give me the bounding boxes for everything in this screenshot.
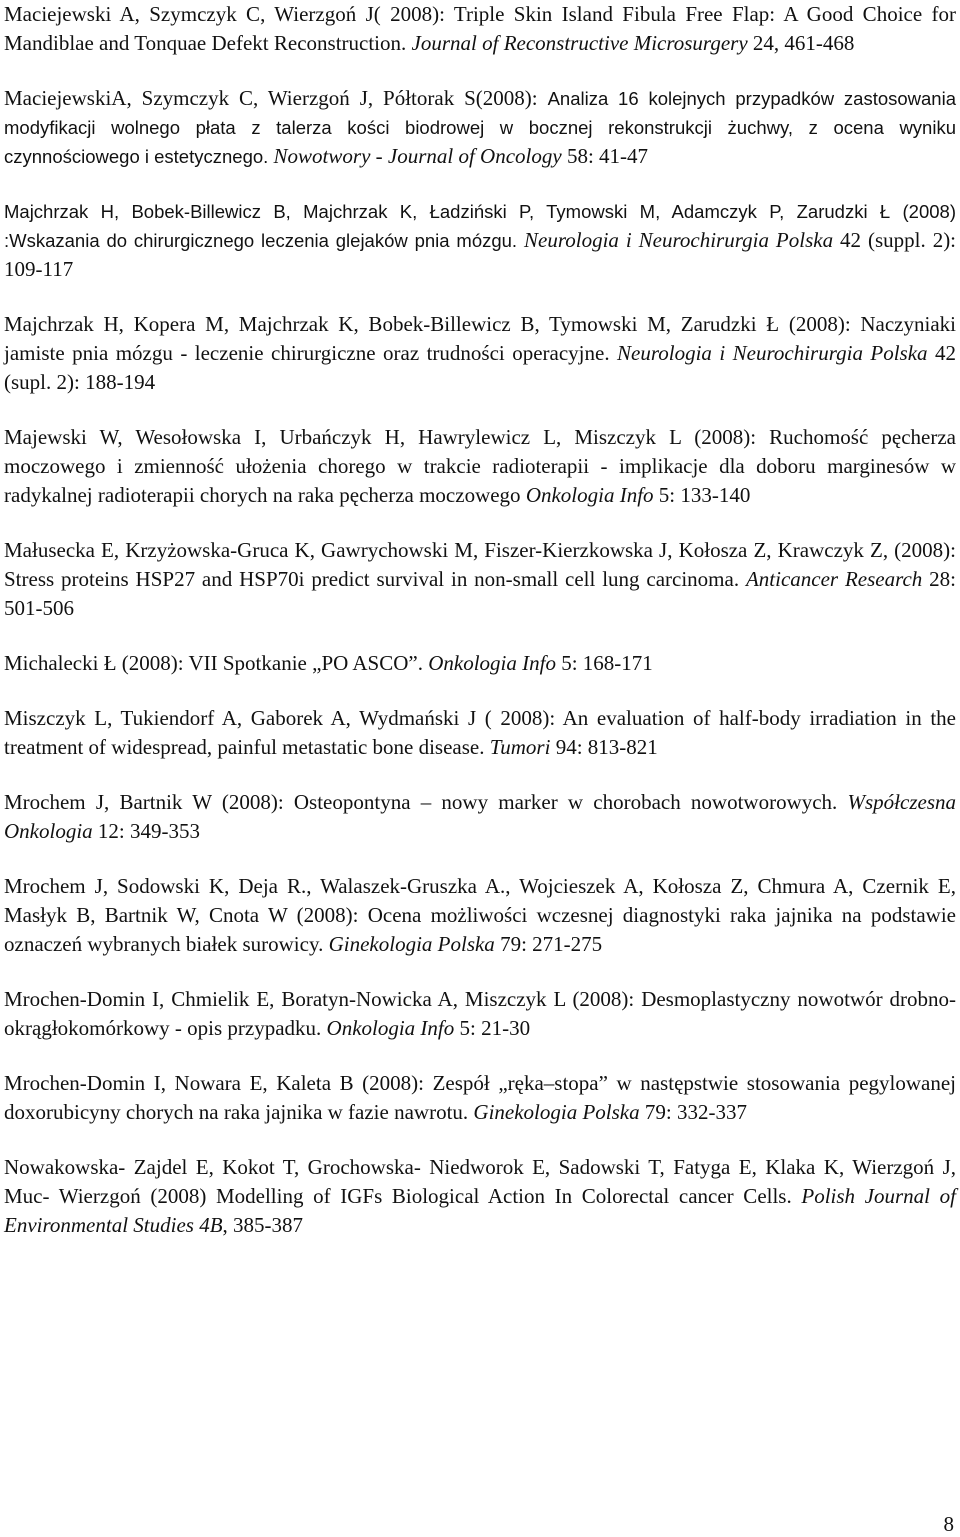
journal-title: Ginekologia Polska <box>328 932 495 956</box>
journal-title: Współczesna Onkologia <box>4 790 956 843</box>
journal-title: Polish Journal of Environmental Studies 4B <box>4 1184 956 1237</box>
reference-text: Majchrzak H, Kopera M, Majchrzak K, Bobek-Billewicz B, Tymowski M, Zarudzki Ł (2008): Naczyniaki jamiste pnia mózgu - leczenie chirurgiczne oraz trudności operacyjne. <box>4 312 956 365</box>
reference-text: Mrochem J, Sodowski K, Deja R., Walaszek-Gruszka A., Wojcieszek A, Kołosza Z, Chmura A, Czernik E, Masłyk B, Bartnik W, Cnota W (2008): Ocena możliwości wczesnej diagnostyki raka jajnika na podstawie oznaczeń wybranych białek surowicy. <box>4 874 956 956</box>
reference-text: Miszczyk L, Tukiendorf A, Gaborek A, Wydmański J ( 2008): An evaluation of half-body irradiation in the treatment of widespread, painful metastatic bone disease. <box>4 706 956 759</box>
reference-text: 5: 21-30 <box>454 1016 531 1040</box>
reference-gap <box>4 762 956 788</box>
reference-text: Nowakowska- Zajdel E, Kokot T, Grochowska- Niedworok E, Sadowski T, Fatyga E, Klaka K, Wierzgoń J, Muc- Wierzgoń (2008) Modelling of IGFs Biological Action In Colorectal cancer Cells. <box>4 1155 956 1208</box>
reference-entry <box>4 310 956 397</box>
reference-gap <box>4 1043 956 1069</box>
reference-text: 28: 501-506 <box>4 567 957 620</box>
reference-text: Majchrzak H, Bobek-Billewicz B, Majchrzak K, Ładziński P, Tymowski M, Adamczyk P, Zarudzki Ł (2008) :Wskazania do chirurgicznego leczenia glejaków pnia mózgu. <box>4 201 956 251</box>
reference-entry <box>4 649 956 678</box>
reference-gap <box>4 623 956 649</box>
journal-title: Journal of Reconstructive Microsurgery <box>411 31 748 55</box>
reference-text: Michalecki Ł (2008): VII Spotkanie „PO ASCO”. <box>4 651 429 675</box>
page-number: 8 <box>943 1512 954 1536</box>
reference-text: Mrochen-Domin I, Nowara E, Kaleta B (2008): Zespół „ręka–stopa” w następstwie stosowania pegylowanej doxorubicyny chorych na raka jajnika w fazie nawrotu. <box>4 1071 956 1124</box>
reference-entry <box>4 84 956 171</box>
reference-entry <box>4 1153 956 1240</box>
reference-text: Maciejewski A, Szymczyk C, Wierzgoń J( 2008): Triple Skin Island Fibula Free Flap: A Good Choice for Mandiblae and Tonquae Defekt Reconstruction. <box>4 2 956 55</box>
reference-gap <box>4 58 956 84</box>
reference-entry <box>4 1069 956 1127</box>
reference-text: 12: 349-353 <box>92 819 200 843</box>
reference-gap <box>4 284 956 310</box>
journal-title: Onkologia Info <box>326 1016 455 1040</box>
journal-title: Nowotwory - Journal of Oncology <box>273 144 562 168</box>
reference-entry <box>4 985 956 1043</box>
reference-text: 42 (supl. 2): 188-194 <box>4 341 956 394</box>
journal-title: Onkologia Info <box>428 651 556 675</box>
journal-title: Neurologia i Neurochirurgia Polska <box>524 228 834 252</box>
reference-text: 5: 168-171 <box>555 651 653 675</box>
reference-list <box>4 0 956 1240</box>
journal-title: Onkologia Info <box>525 483 654 507</box>
journal-title: Neurologia i Neurochirurgia Polska <box>617 341 928 365</box>
reference-gap <box>4 1127 956 1153</box>
reference-entry <box>4 872 956 959</box>
reference-gap <box>4 397 956 423</box>
reference-text: 79: 332-337 <box>639 1100 747 1124</box>
reference-entry <box>4 423 956 510</box>
reference-text: 58: 41-47 <box>561 144 649 168</box>
reference-gap <box>4 510 956 536</box>
reference-entry <box>4 0 956 58</box>
reference-text: 42 (suppl. 2): 109-117 <box>4 228 957 281</box>
reference-gap <box>4 678 956 704</box>
reference-entry <box>4 536 956 623</box>
reference-entry <box>4 704 956 762</box>
journal-title: Ginekologia Polska <box>473 1100 640 1124</box>
reference-text: Majewski W, Wesołowska I, Urbańczyk H, Hawrylewicz L, Miszczyk L (2008): Ruchomość pęcherza moczowego i zmienność ułożenia chorego w trakcie radioterapii - implikacje dla doboru marginesów w radykalnej radioterapii chorych na raka pęcherza moczowego <box>4 425 956 507</box>
reference-gap <box>4 171 956 197</box>
reference-text: , 385-387 <box>222 1213 304 1237</box>
reference-text: 94: 813-821 <box>550 735 658 759</box>
reference-text: 24, 461-468 <box>747 31 855 55</box>
journal-title: Anticancer Research <box>745 567 923 591</box>
reference-text: Mrochem J, Bartnik W (2008): Osteopontyna – nowy marker w chorobach nowotworowych. <box>4 790 848 814</box>
reference-gap <box>4 846 956 872</box>
journal-title: Tumori <box>489 735 551 759</box>
reference-text: 79: 271-275 <box>494 932 603 956</box>
reference-text: MaciejewskiA, Szymczyk C, Wierzgoń J, Półtorak S(2008): <box>4 86 548 110</box>
reference-text: Analiza 16 kolejnych przypadków zastosowania modyfikacji wolnego płata z talerza kości biodrowej w bocznej rekonstrukcji żuchwy, z ocena wyniku czynnościowego i estetycznego. <box>4 88 956 167</box>
reference-text <box>517 228 524 252</box>
reference-entry <box>4 197 956 284</box>
reference-gap <box>4 959 956 985</box>
reference-text: Mrochen-Domin I, Chmielik E, Boratyn-Nowicka A, Miszczyk L (2008): Desmoplastyczny nowotwór drobno-okrągłokomórkowy - opis przypadku. <box>4 987 956 1040</box>
reference-text: 5: 133-140 <box>653 483 751 507</box>
reference-text: Małusecka E, Krzyżowska-Gruca K, Gawrychowski M, Fiszer-Kierzkowska J, Kołosza Z, Krawczyk Z, (2008): Stress proteins HSP27 and HSP70i predict survival in non-small cell lung carcinoma. <box>4 538 956 591</box>
reference-entry <box>4 788 956 846</box>
